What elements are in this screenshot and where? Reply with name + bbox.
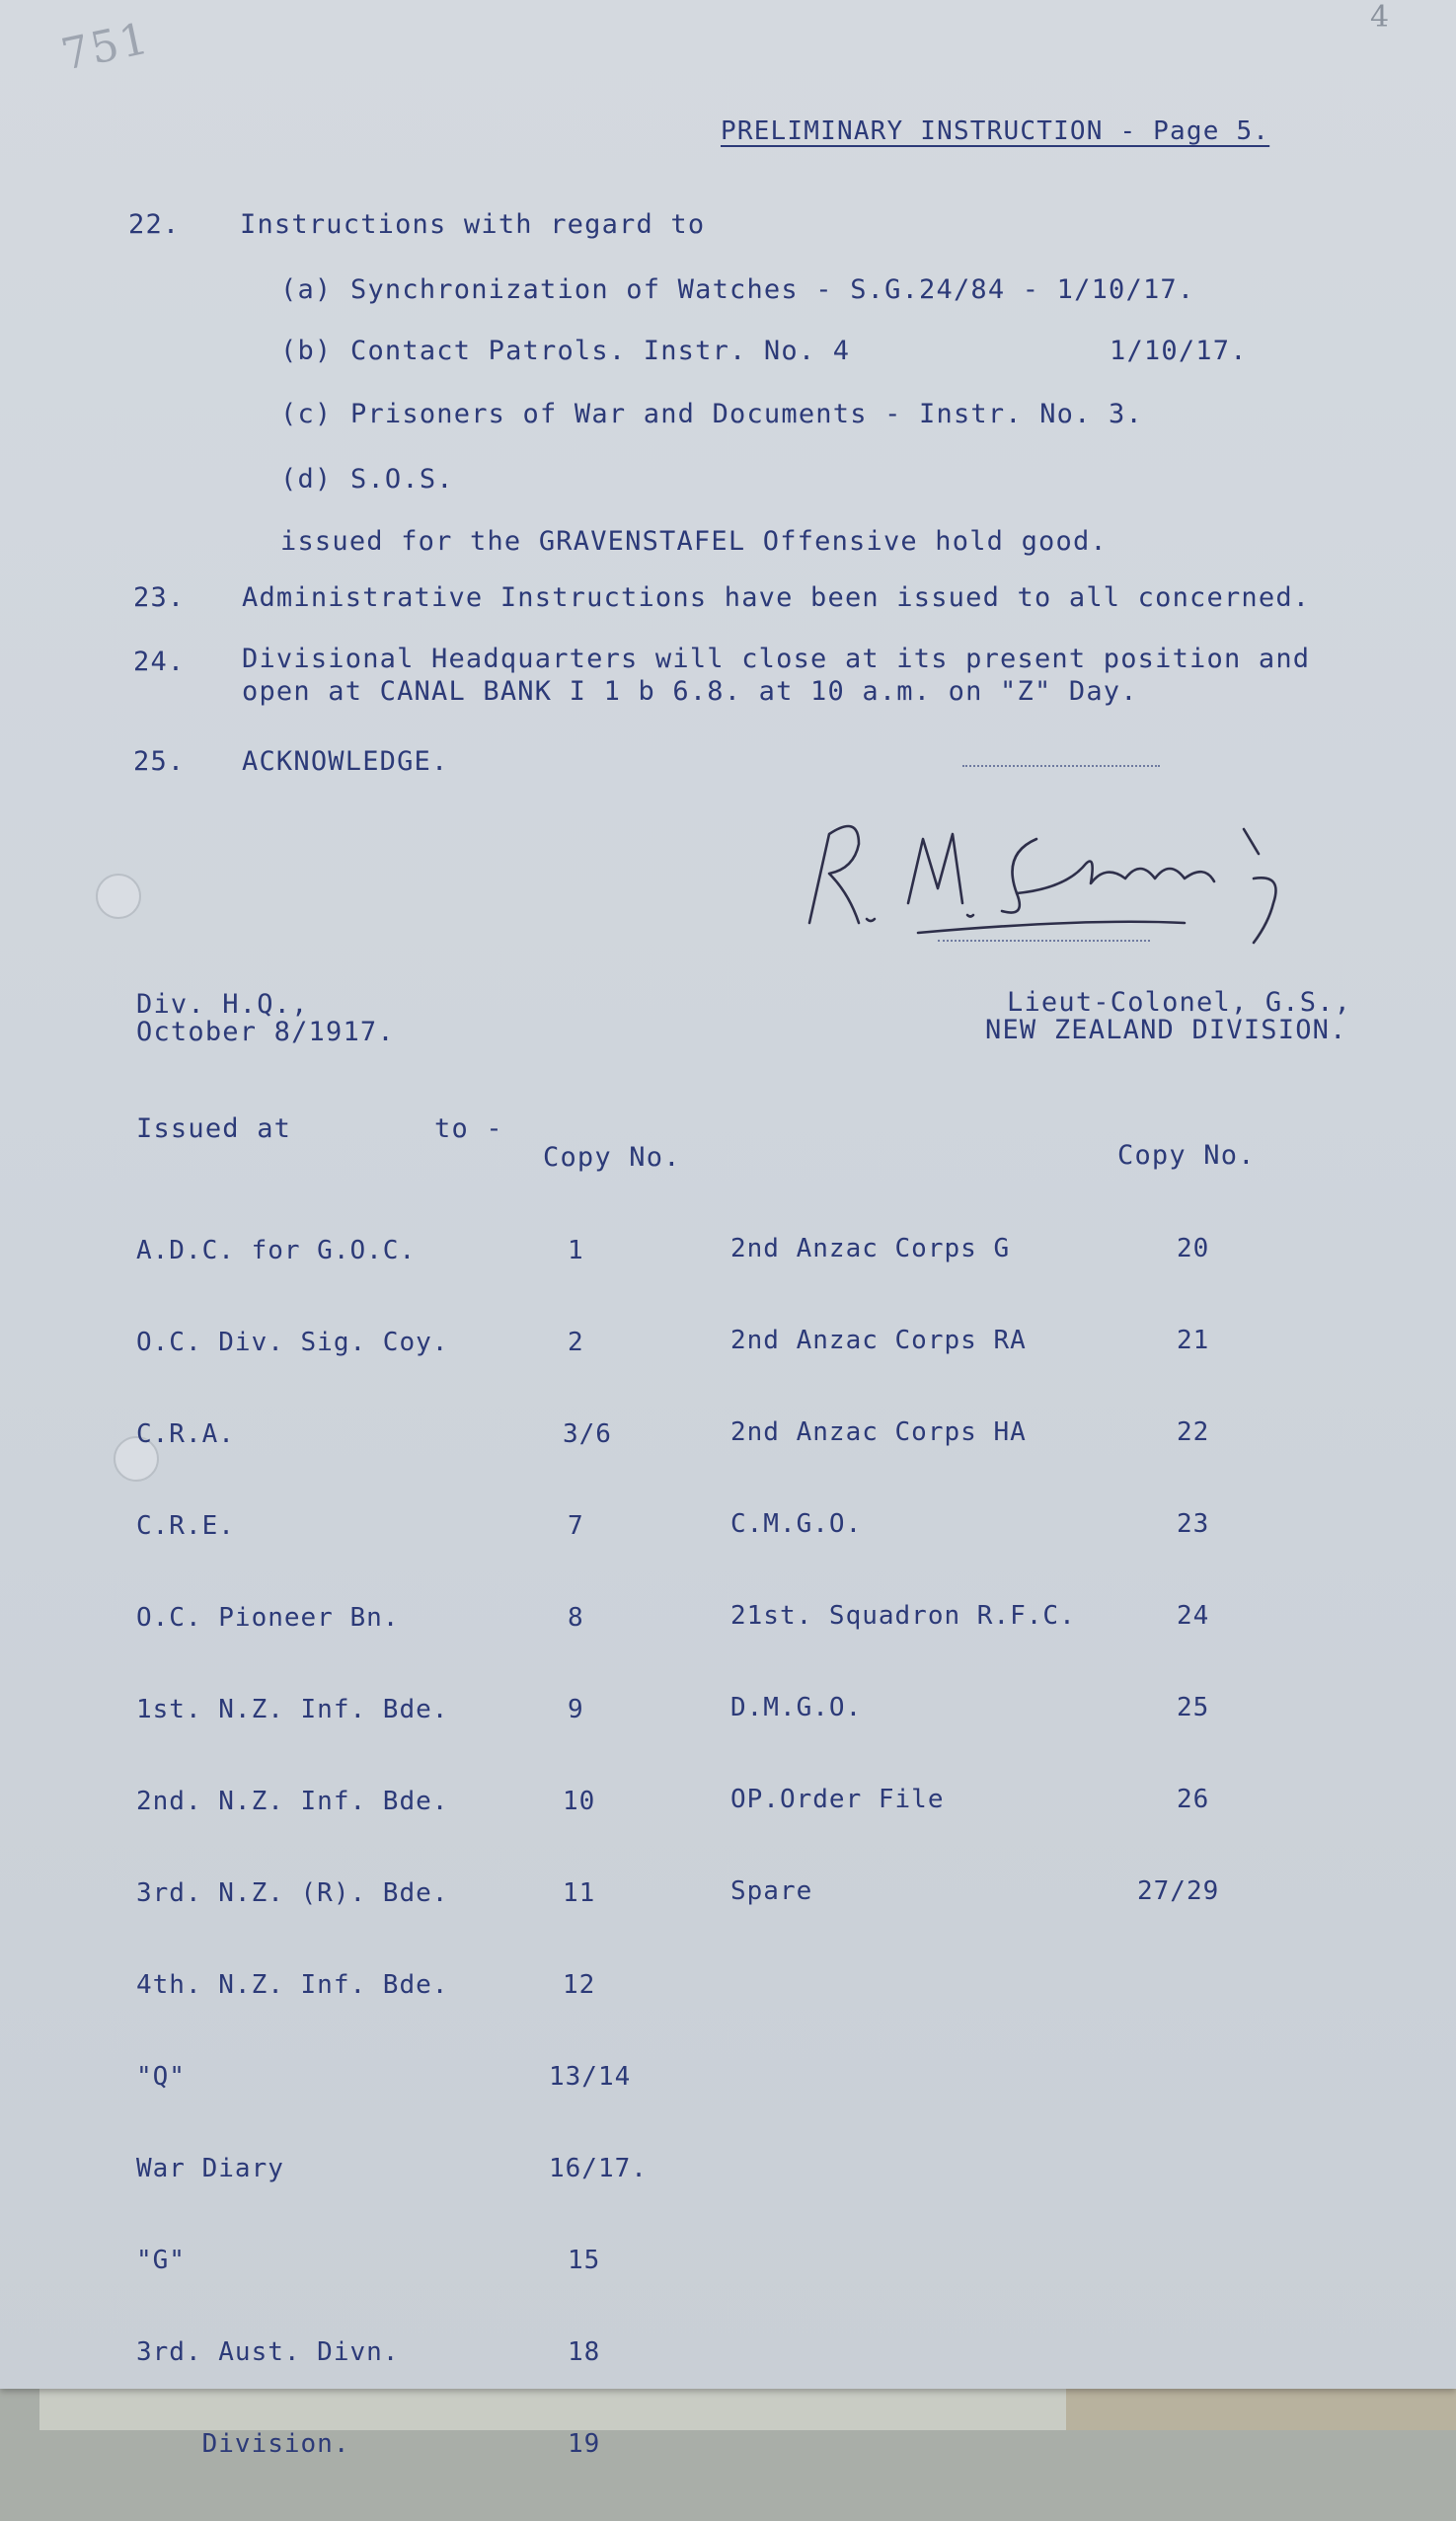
signatory-rank: Lieut-Colonel, G.S., <box>1007 987 1352 1018</box>
closing-line: issued for the GRAVENSTAFEL Offensive hold good. <box>280 526 1108 557</box>
list-item <box>136 1236 584 1266</box>
list-item <box>136 2337 601 2368</box>
paragraph-24-number: 24. <box>133 647 186 677</box>
list-item <box>730 1234 1210 1264</box>
paragraph-23-text: Administrative Instructions have been issued to all concerned. <box>242 582 1311 613</box>
handwritten-signature <box>790 795 1323 957</box>
sub-item-c-text: Prisoners of War and Documents - Instr. No. 3. <box>350 399 1143 429</box>
punch-hole <box>96 874 141 919</box>
list-item <box>136 1603 584 1634</box>
list-item <box>730 1326 1210 1356</box>
sub-item-b-date: 1/10/17. <box>1110 336 1248 366</box>
copy-number: 18 <box>568 2337 601 2367</box>
copy-number: 22 <box>1177 1417 1210 1447</box>
list-item <box>730 1693 1210 1723</box>
signature-dotted-line <box>962 765 1160 767</box>
paragraph-24-line2: open at CANAL BANK I 1 b 6.8. at 10 a.m. on "Z" Day. <box>242 676 1138 707</box>
copy-number: 10 <box>563 1787 596 1816</box>
archive-pencil-number: 751 <box>56 13 155 81</box>
sub-item-d-label: (d) <box>280 464 333 495</box>
recipient: C.R.E. <box>136 1511 235 1541</box>
distribution-list-right <box>730 1173 1220 1968</box>
copy-number: 16/17. <box>549 2154 648 2183</box>
recipient: 3rd. Aust. Divn. <box>136 2337 400 2367</box>
copy-number: 8 <box>568 1603 584 1633</box>
sub-item-b-label: (b) <box>280 336 333 366</box>
copy-no-header-left: Copy No. <box>543 1142 681 1173</box>
paragraph-23-number: 23. <box>133 582 186 613</box>
copy-number: 24 <box>1177 1601 1210 1631</box>
recipient: 2nd Anzac Corps HA <box>730 1417 1027 1447</box>
list-item <box>136 1695 584 1725</box>
sub-item-a-label: (a) <box>280 274 333 305</box>
recipient: C.R.A. <box>136 1419 235 1449</box>
issued-at-label: Issued at <box>136 1113 292 1144</box>
copy-no-header-right: Copy No. <box>1117 1140 1256 1171</box>
recipient: D.M.G.O. <box>730 1693 863 1722</box>
sub-item-c-label: (c) <box>280 399 333 429</box>
recipient: 1st. N.Z. Inf. Bde. <box>136 1695 449 1724</box>
recipient: War Diary <box>136 2154 284 2183</box>
copy-number: 1 <box>568 1236 584 1265</box>
copy-number: 23 <box>1177 1509 1210 1539</box>
recipient: 2nd. N.Z. Inf. Bde. <box>136 1787 449 1816</box>
recipient: Spare <box>730 1876 813 1906</box>
recipient: "Q" <box>136 2062 186 2092</box>
list-item <box>136 2429 601 2460</box>
list-item <box>136 2062 632 2093</box>
copy-number: 15 <box>568 2246 601 2275</box>
list-item <box>136 1419 612 1450</box>
recipient: O.C. Div. Sig. Coy. <box>136 1328 449 1357</box>
recipient: 2nd Anzac Corps G <box>730 1234 1011 1263</box>
copy-number: 11 <box>563 1878 596 1908</box>
sub-item-b-text: Contact Patrols. Instr. No. 4 <box>350 336 851 366</box>
signature-dotted-line <box>938 940 1150 942</box>
paragraph-25-number: 25. <box>133 746 186 777</box>
paragraph-22-text: Instructions with regard to <box>240 209 706 240</box>
list-item <box>136 1511 584 1542</box>
copy-number: 27/29 <box>1137 1876 1220 1906</box>
list-item <box>136 1787 596 1817</box>
issued-to-label: to - <box>434 1113 503 1144</box>
recipient: 4th. N.Z. Inf. Bde. <box>136 1970 449 2000</box>
copy-number: 12 <box>563 1970 596 2000</box>
list-item <box>730 1417 1210 1448</box>
copy-number: 2 <box>568 1328 584 1357</box>
list-item <box>730 1509 1210 1540</box>
list-item <box>136 1878 596 1909</box>
date-line: October 8/1917. <box>136 1017 395 1047</box>
list-item <box>136 1970 596 2001</box>
recipient: Division. <box>136 2429 350 2459</box>
page-heading: PRELIMINARY INSTRUCTION - Page 5. <box>721 116 1270 146</box>
copy-number: 13/14 <box>549 2062 632 2092</box>
distribution-list-left <box>136 1175 648 2521</box>
recipient: OP.Order File <box>730 1785 945 1814</box>
sub-item-a-text: Synchronization of Watches - S.G.24/84 - 1/10/17. <box>350 274 1195 305</box>
corner-page-mark: 4 <box>1370 0 1390 35</box>
copy-number: 3/6 <box>563 1419 612 1449</box>
copy-number: 20 <box>1177 1234 1210 1263</box>
signatory-unit: NEW ZEALAND DIVISION. <box>985 1015 1347 1045</box>
recipient: 3rd. N.Z. (R). Bde. <box>136 1878 449 1908</box>
copy-number: 26 <box>1177 1785 1210 1814</box>
underlying-sheet-edge <box>1066 2384 1456 2430</box>
paragraph-24-line1: Divisional Headquarters will close at its present position and <box>242 644 1311 674</box>
list-item <box>136 2246 601 2276</box>
recipient: 21st. Squadron R.F.C. <box>730 1601 1076 1631</box>
copy-number: 9 <box>568 1695 584 1724</box>
list-item <box>136 1328 584 1358</box>
copy-number: 25 <box>1177 1693 1210 1722</box>
copy-number: 19 <box>568 2429 601 2459</box>
list-item <box>136 2154 648 2184</box>
paragraph-25-text: ACKNOWLEDGE. <box>242 746 449 777</box>
paragraph-22-number: 22. <box>128 209 181 240</box>
list-item <box>730 1876 1220 1907</box>
recipient: "G" <box>136 2246 186 2275</box>
copy-number: 7 <box>568 1511 584 1541</box>
recipient: C.M.G.O. <box>730 1509 863 1539</box>
list-item <box>730 1785 1210 1815</box>
recipient: 2nd Anzac Corps RA <box>730 1326 1027 1355</box>
list-item <box>730 1601 1210 1632</box>
sub-item-d-text: S.O.S. <box>350 464 454 495</box>
recipient: O.C. Pioneer Bn. <box>136 1603 400 1633</box>
place-line: Div. H.Q., <box>136 989 309 1020</box>
recipient: A.D.C. for G.O.C. <box>136 1236 417 1265</box>
copy-number: 21 <box>1177 1326 1210 1355</box>
